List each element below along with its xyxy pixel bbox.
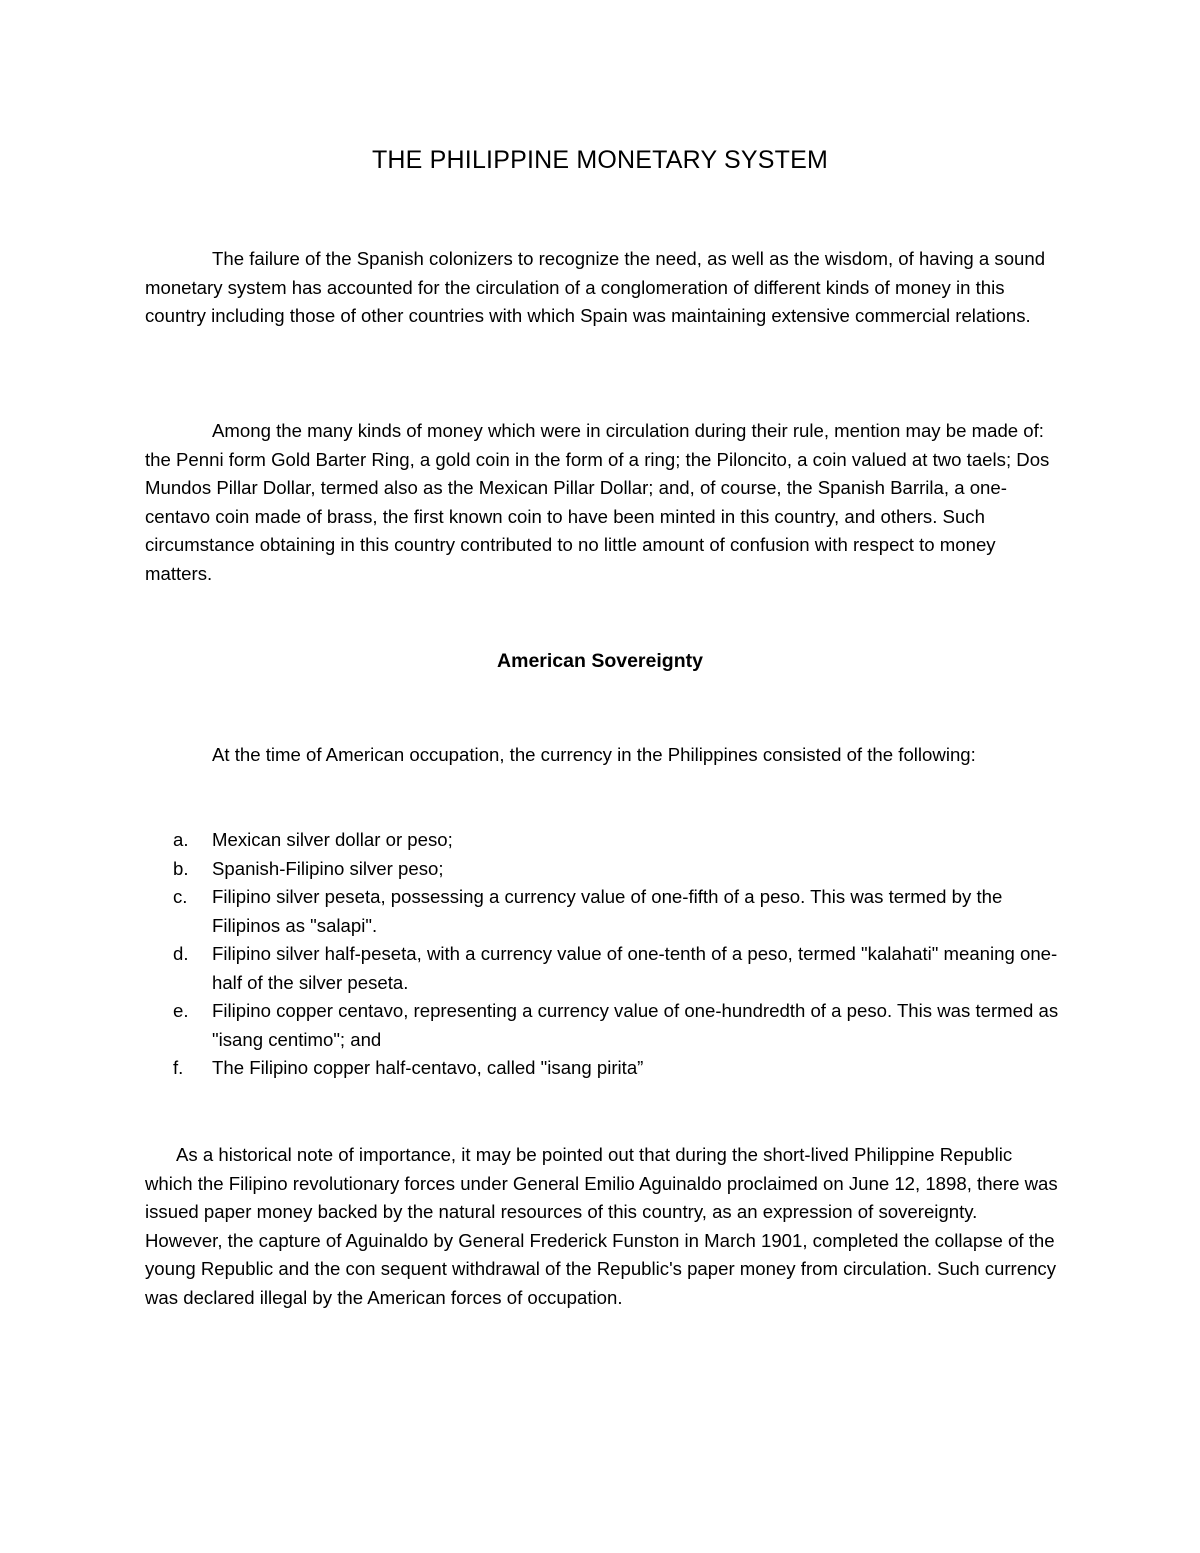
paragraph-spanish-failure: The failure of the Spanish colonizers to recognize the need, as well as the wisdom, of having a sound monetary system has accounted for the circulation of a conglomeration of different kinds of money in this country including those of other countries with which Spain was maintaining extensive commercial relations. — [145, 248, 1046, 326]
paragraph-list-intro: At the time of American occupation, the currency in the Philippines consisted of the following: — [212, 744, 976, 765]
paragraph-historical-note: As a historical note of importance, it may be pointed out that during the short-lived Philippine Republic which the Filipino revolutionary forces under General Emilio Aguinaldo proclaimed on June 12, 1898, there was issued paper money backed by the natural resources of this country, as an expression of sovereignty. However, the capture of Aguinaldo by General Frederick Funston in March 1901, completed the collapse of the young Republic and the con sequent withdrawal of the Republic's paper money from circulation. Such currency was declared illegal by the American forces of occupation. — [145, 1144, 1058, 1308]
list-marker: c. — [173, 886, 188, 907]
list-item-text: The Filipino copper half-centavo, called "isang pirita” — [212, 1057, 644, 1078]
list-item — [145, 826, 1060, 855]
list-item-text: Mexican silver dollar or peso; — [212, 829, 453, 850]
list-item-text: Filipino silver half-peseta, with a currency value of one-tenth of a peso, termed "kalahati" meaning one-half of the silver peseta. — [212, 943, 1058, 993]
list-item — [145, 883, 1060, 940]
list-marker: e. — [173, 1000, 189, 1021]
list-item-text: Spanish-Filipino silver peso; — [212, 857, 444, 879]
list-item — [145, 1054, 1060, 1083]
list-item — [145, 997, 1060, 1054]
paragraph-kinds-of-money: Among the many kinds of money which were in circulation during their rule, mention may be made of: the Penni form Gold Barter Ring, a gold coin in the form of a ring; the Piloncito, a coin valued at two taels; Dos Mundos Pillar Dollar, termed also as the Mexican Pillar Dollar; and, of course, the Spanish Barrila, a one-centavo coin made of brass, the first known coin to have been minted in this country, and others. Such circumstance obtaining in this country contributed to no little amount of confusion with respect to money matters. — [145, 420, 1050, 584]
list-item — [145, 940, 1060, 997]
list-marker: a. — [173, 829, 189, 850]
list-marker: f. — [173, 1057, 184, 1078]
section-heading-american-sovereignty: American Sovereignty — [497, 650, 703, 672]
list-item-text: Filipino silver peseta, possessing a currency value of one-fifth of a peso. This was termed by the Filipinos as "salapi". — [212, 886, 1003, 936]
list-item-text: Filipino copper centavo, representing a currency value of one-hundredth of a peso. This was termed as "isang centimo"; and — [212, 1000, 1059, 1050]
list-marker: d. — [173, 943, 189, 964]
list-marker: b. — [173, 857, 189, 879]
list-item — [145, 855, 1060, 884]
document-title: THE PHILIPPINE MONETARY SYSTEM — [371, 146, 829, 174]
currency-list — [145, 826, 1060, 1083]
